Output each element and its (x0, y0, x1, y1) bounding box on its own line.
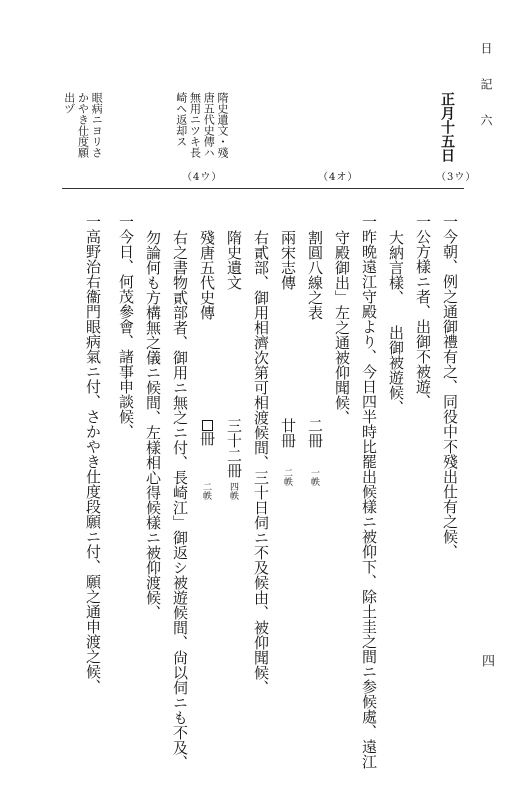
book-title-item-3: 隋史遺文 (225, 230, 243, 290)
text-line-1: 一今朝、例之通御禮有之、同役中不殘出仕有之候、 (441, 214, 459, 559)
book-title: 日 記 六 (479, 42, 493, 132)
header-rule (62, 188, 464, 189)
book-volume-count-4: 冊 (199, 418, 214, 446)
book-title-item-2: 兩宋志傳 (279, 230, 297, 290)
margin-note-2: 眼病ニヨリさ かやき仕度願 出ヅ (62, 92, 104, 158)
page-ref-4u: （4ウ） (182, 172, 223, 183)
book-title-item-1: 割圓八線之表 (306, 230, 324, 320)
date-heading: 正月十五日 (439, 92, 455, 162)
text-line-4: 一昨晩遠江守殿より、今日四半時比罷出候樣ニ被仰下、除土圭之間ニ参候處、遠江 (360, 214, 378, 769)
text-line-2: 一公方樣ニ者、出御不被遊、 (414, 214, 432, 409)
page-ref-4o: （4オ） (318, 172, 359, 183)
text-line-8: 右貳部、御用相濟次第可相渡候間、三十日伺ニ不及候由、被仰聞候、 (252, 230, 270, 695)
book-volume-count-1: 二冊 (306, 418, 324, 448)
text-line-13: 一今日、何茂參會、諸事申談候、 (117, 214, 135, 439)
margin-note-1: 隋史遺文・殘 唐五代史傳ハ 無用ニツキ長 崎ヘ返却ス (174, 92, 229, 158)
book-case-count-1: 一帙 (309, 468, 319, 486)
book-case-count-4: 二帙 (201, 482, 211, 500)
text-line-14: 一高野治右衞門眼病氣ニ付、さかやき仕度段願ニ付、願之通申渡之候、 (84, 214, 102, 694)
missing-character-box (202, 420, 213, 431)
page-number: 四 (479, 654, 494, 667)
page-ref-3u: （3ウ） (436, 172, 477, 183)
book-case-count-3: 四帙 (228, 482, 238, 500)
text-line-3a: 大納言樣、 (387, 230, 405, 305)
text-line-11: 右之書物貳部者、御用ニ無之ニ付、長崎江」御返シ被遊候間、尙以伺ニも不及、 (171, 230, 189, 770)
book-volume-count-3: 三十二冊 (225, 418, 243, 478)
book-title-item-4: 殘唐五代史傳 (198, 230, 216, 320)
text-line-3b: 出御被遊候、 (387, 325, 405, 415)
text-line-5: 守殿御出」左之通被仰聞候、 (333, 230, 351, 425)
book-volume-count-2: 廿冊 (279, 418, 297, 448)
book-case-count-2: 二帙 (282, 468, 292, 486)
text-line-12: 勿論何も方構無之儀ニ候間、左樣相心得候樣ニ被仰渡候、 (144, 230, 162, 620)
